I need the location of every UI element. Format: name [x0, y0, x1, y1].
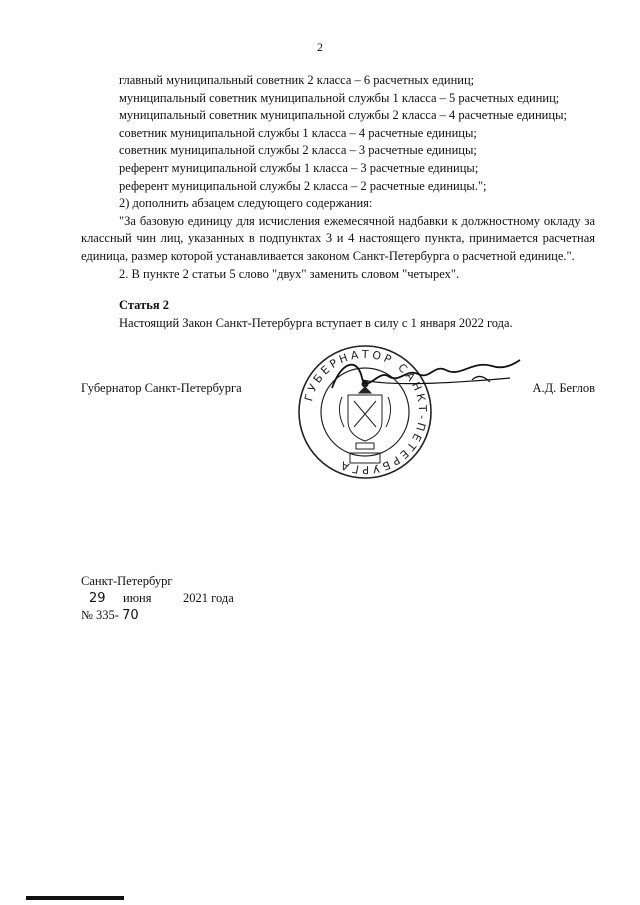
date-month: июня [123, 591, 152, 605]
text-line: муниципальный советник муниципальной службы 2 класса – 4 расчетные единицы; [119, 108, 567, 123]
text-line: муниципальный советник муниципальной службы 1 класса – 5 расчетных единиц; [119, 90, 560, 105]
text-line: референт муниципальной службы 1 класса – 3 расчетные единицы; [119, 160, 479, 175]
page-edge-mark [26, 896, 124, 900]
footer-date [81, 590, 234, 607]
article-title: Статья 2 [119, 298, 169, 313]
text-line: референт муниципальной службы 2 класса – 2 расчетные единицы."; [119, 178, 487, 193]
date-year: 2021 года [183, 591, 234, 605]
text-line: советник муниципальной службы 2 класса – 3 расчетные единицы; [119, 143, 477, 158]
seal-ring-text: ГУБЕРНАТОР САНКТ-ПЕТЕРБУРГА [302, 347, 430, 477]
footer-number [81, 607, 234, 624]
signatory-position: Губернатор Санкт-Петербурга [81, 381, 242, 395]
text-line: советник муниципальной службы 1 класса – 4 расчетные единицы; [119, 125, 477, 140]
number-prefix: № 335- [81, 608, 119, 622]
footer-city: Санкт-Петербург [81, 574, 173, 588]
date-day: 29 [89, 591, 106, 606]
handwritten-signature [322, 350, 522, 400]
document-footer [81, 573, 234, 624]
page-number: 2 [317, 40, 323, 54]
amendment-item-2: 2. В пункте 2 статьи 5 слово "двух" заменить словом "четырех". [119, 266, 460, 281]
text-line: главный муниципальный советник 2 класса – 6 расчетных единиц; [119, 73, 475, 87]
quote-paragraph: "За базовую единицу для исчисления ежемесячной надбавки к должностному окладу за классный чин лиц, указанных в подпунктах 3 и 4 настоящего пункта, принимается расчетная единица, размер которой устанавливается законом Санкт-Петербурга о расчетной единице.". [81, 213, 595, 263]
article-text: Настоящий Закон Санкт-Петербурга вступает в силу с 1 января 2022 года. [119, 315, 513, 330]
signatory-name: А.Д. Беглов [532, 381, 595, 395]
document-body [81, 72, 595, 332]
text-line: 2) дополнить абзацем следующего содержания: [119, 196, 373, 211]
number-suffix: 70 [122, 608, 139, 623]
